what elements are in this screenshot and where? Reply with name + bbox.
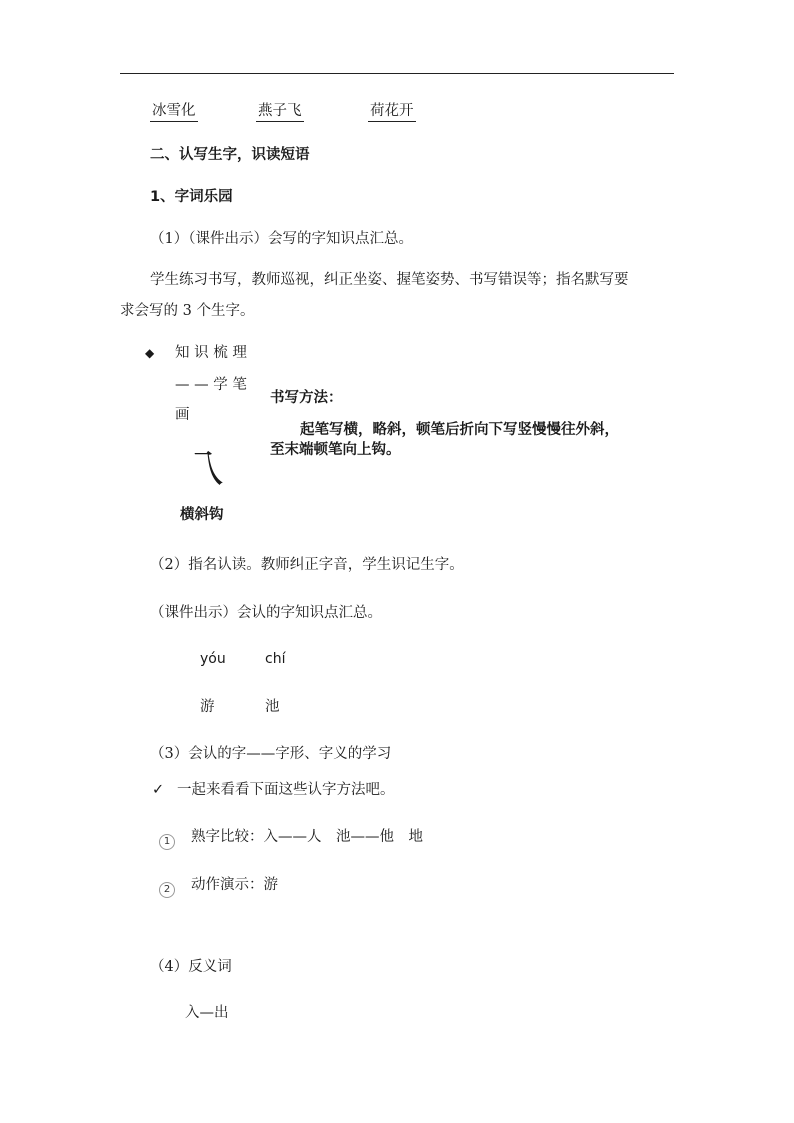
antonym: 入—出: [185, 1005, 229, 1021]
item-3: （3）会认的字——字形、字义的学习: [150, 746, 392, 762]
char-chi: 池: [265, 699, 280, 715]
header-word-2: 燕子飞: [256, 101, 304, 122]
number-badge-1-icon: 1: [159, 829, 175, 850]
header-word-1: 冰雪化: [150, 101, 198, 122]
knowledge-subtitle-line-2: 画: [175, 407, 190, 423]
pinyin-you: yóu: [200, 651, 226, 667]
pinyin-chi: chí: [265, 651, 286, 667]
method-1-text: 熟字比较：入——人 池——他 地: [191, 829, 423, 845]
check-text: 一起来看看下面这些认字方法吧。: [177, 782, 395, 798]
method-line-2: 至末端顿笔向上钩。: [270, 442, 401, 458]
item-4: （4）反义词: [150, 959, 232, 975]
method-title: 书写方法：: [270, 390, 343, 406]
top-rule: [120, 73, 674, 74]
method-line-1: 起笔写横，略斜，顿笔后折向下写竖慢慢往外斜，: [300, 422, 619, 438]
check-mark-icon: ✓: [152, 782, 165, 798]
number-badge-2-icon: 2: [159, 877, 175, 898]
paragraph-line-2: 求会写的 3 个生字。: [120, 303, 255, 319]
paragraph-line-1: 学生练习书写，教师巡视，纠正坐姿、握笔姿势、书写错误等；指名默写要: [150, 272, 629, 288]
method-2-text: 动作演示：游: [191, 877, 278, 893]
header-word-3: 荷花开: [368, 101, 416, 122]
item-2: （2）指名认读。教师纠正字音，学生识记生字。: [150, 557, 464, 573]
item-2-sub: （课件出示）会认的字知识点汇总。: [150, 605, 382, 621]
char-you: 游: [200, 699, 215, 715]
subsection-title: 1、字词乐园: [150, 189, 233, 205]
section-title: 二、认写生字，识读短语: [150, 147, 310, 163]
knowledge-subtitle-line-1: — — 学 笔: [175, 377, 247, 393]
item-1: （1）（课件出示）会写的字知识点汇总。: [150, 231, 413, 247]
stroke-glyph-icon: 乁: [184, 447, 224, 493]
diamond-bullet-icon: ◆: [145, 346, 155, 360]
knowledge-title: 知 识 梳 理: [175, 345, 247, 361]
stroke-name: 横斜钩: [180, 507, 224, 523]
